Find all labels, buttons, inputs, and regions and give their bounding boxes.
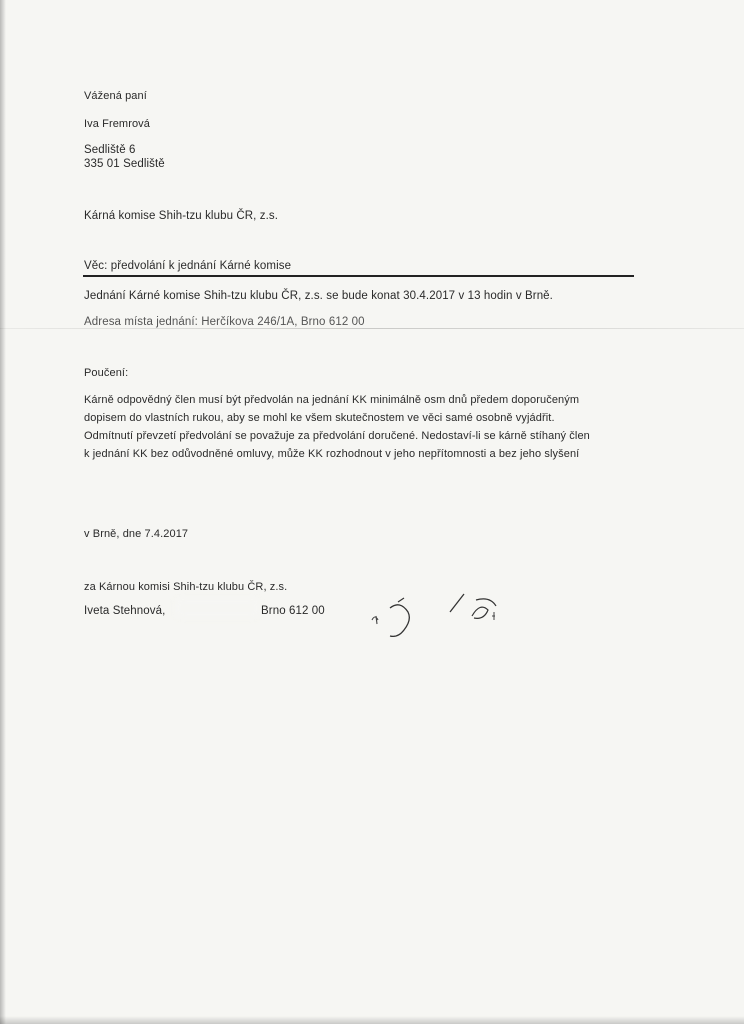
recipient-street: Sedliště 6	[84, 144, 136, 156]
signoff-on-behalf: za Kárnou komisi Shih-tzu klubu ČR, z.s.	[84, 581, 288, 593]
meeting-address: Adresa místa jednání: Herčíkova 246/1A, Brno 612 00	[84, 316, 365, 328]
handwritten-signature	[368, 590, 528, 640]
scan-left-edge	[0, 0, 6, 1024]
instruction-line: Kárně odpovědný člen musí být předvolán na jednání KK minimálně osm dnů předem doporučeným	[84, 394, 580, 406]
instruction-line: Odmítnutí převzetí předvolání se považuje za předvolání doručené. Nedostaví-li se kárně stíhaný člen	[84, 430, 590, 442]
instruction-line: k jednání KK bez odůvodněné omluvy, může KK rozhodnout v jeho nepřítomnosti a bez jeho slyšení	[84, 448, 580, 460]
signer-city: Brno 612 00	[261, 605, 325, 617]
scan-bottom-edge	[0, 1016, 744, 1024]
recipient-name: Iva Fremrová	[84, 118, 150, 130]
signer-name: Iveta Stehnová,	[84, 605, 166, 617]
subject-line: Věc: předvolání k jednání Kárné komise	[84, 260, 292, 272]
sender-name: Kárná komise Shih-tzu klubu ČR, z.s.	[84, 210, 279, 222]
subject-underline	[83, 275, 634, 277]
instruction-heading: Poučení:	[84, 367, 129, 379]
recipient-city: 335 01 Sedliště	[84, 158, 165, 170]
instruction-line: dopisem do vlastních rukou, aby se mohl ke všem skutečnostem ve věci samé osobně vyjádřit.	[84, 412, 555, 424]
redacted-area	[175, 598, 260, 618]
recipient-salutation: Vážená paní	[84, 90, 147, 102]
meeting-info: Jednání Kárné komise Shih-tzu klubu ČR, z.s. se bude konat 30.4.2017 v 13 hodin v Brně.	[84, 290, 553, 302]
date-line: v Brně, dne 7.4.2017	[84, 528, 189, 540]
